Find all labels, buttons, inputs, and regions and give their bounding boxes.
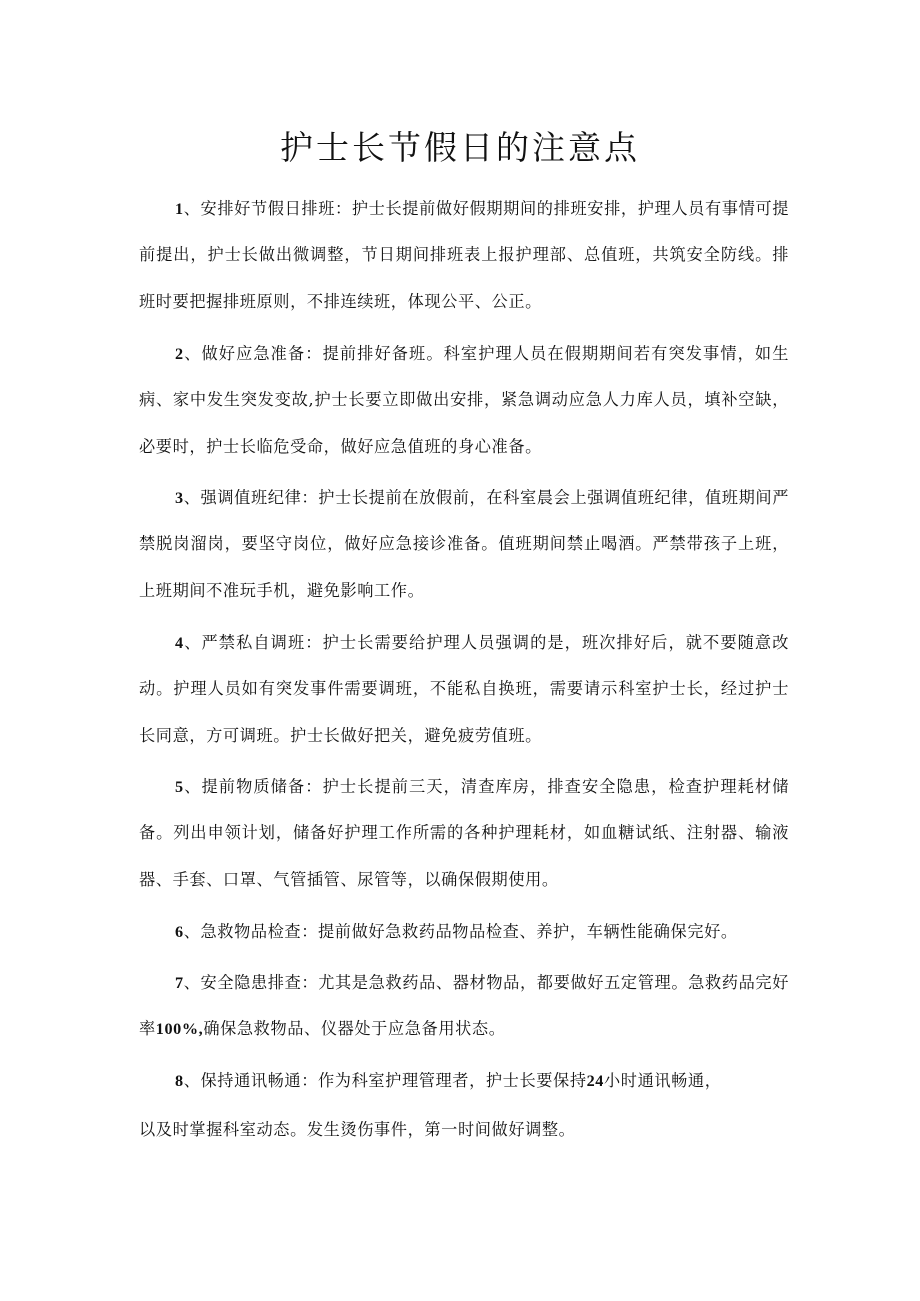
paragraph-7 bbox=[139, 960, 789, 1053]
paragraph-bold-value: 24 bbox=[586, 1072, 604, 1090]
paragraph-8 bbox=[139, 1054, 789, 1108]
paragraph-6 bbox=[139, 909, 789, 955]
paragraph-text: 、做好应急准备：提前排好备班。科室护理人员在假期期间若有突发事情，如生病、家中发生突发变故,护士长要立即做出安排，紧急调动应急人力库人员，填补空缺，必要时，护士长临危受命，做好应急值班的身心准备。 bbox=[139, 344, 789, 456]
paragraph-text: 、安排好节假日排班：护士长提前做好假期期间的排班安排，护理人员有事情可提前提出，护士长做出微调整，节日期间排班表上报护理部、总值班，共筑安全防线。排班时要把握排班原则，不排连续班，体现公平、公正。 bbox=[139, 199, 789, 311]
paragraph-number: 8 bbox=[175, 1072, 184, 1090]
paragraph-8-continuation: 以及时掌握科室动态。发生烫伤事件，第一时间做好调整。 bbox=[139, 1120, 576, 1139]
paragraph-number: 7 bbox=[175, 974, 184, 992]
paragraph-text: 、保持通讯畅通：作为科室护理管理者，护士长要保持 bbox=[183, 1071, 587, 1090]
paragraph-5 bbox=[139, 764, 789, 903]
paragraph-1 bbox=[139, 186, 789, 325]
paragraph-bold-value: 100%, bbox=[155, 1020, 204, 1039]
paragraph-text: 、强调值班纪律：护士长提前在放假前，在科室晨会上强调值班纪律，值班期间严禁脱岗溜岗，要坚守岗位，做好应急接诊准备。值班期间禁止喝酒。严禁带孩子上班，上班期间不准玩手机，避免影响工作。 bbox=[139, 488, 789, 600]
paragraph-text: 、提前物质储备：护士长提前三天，清查库房，排查安全隐患，检查护理耗材储备。列出申领计划，储备好护理工作所需的各种护理耗材，如血糖试纸、注射器、输液器、手套、口罩、气管插管、尿管等，以确保假期使用。 bbox=[139, 777, 789, 889]
paragraph-2 bbox=[139, 331, 789, 470]
paragraph-number: 4 bbox=[175, 634, 184, 652]
paragraph-number: 2 bbox=[175, 345, 184, 363]
paragraph-number: 1 bbox=[175, 200, 184, 218]
paragraph-number: 5 bbox=[175, 778, 184, 796]
paragraph-text: 、急救物品检查：提前做好急救药品物品检查、养护，车辆性能确保完好。 bbox=[183, 922, 738, 941]
paragraph-number: 6 bbox=[175, 923, 184, 941]
paragraph-4 bbox=[139, 620, 789, 759]
paragraph-text: 小时通讯畅通， bbox=[604, 1071, 722, 1090]
paragraph-text: 确保急救物品、仪器处于应急备用状态。 bbox=[203, 1019, 506, 1039]
document-title: 护士长节假日的注意点 bbox=[280, 128, 640, 167]
paragraph-text: 、安全隐患排查：尤其是急救药品、器材物品，都要做好五定管理。急救药品完好率 bbox=[139, 973, 789, 1039]
paragraph-3 bbox=[139, 475, 789, 614]
paragraph-text: 、严禁私自调班：护士长需要给护理人员强调的是，班次排好后，就不要随意改动。护理人员如有突发事件需要调班，不能私自换班，需要请示科室护士长，经过护士长同意，方可调班。护士长做好把关，避免疲劳值班。 bbox=[139, 633, 789, 745]
paragraph-number: 3 bbox=[175, 489, 184, 507]
